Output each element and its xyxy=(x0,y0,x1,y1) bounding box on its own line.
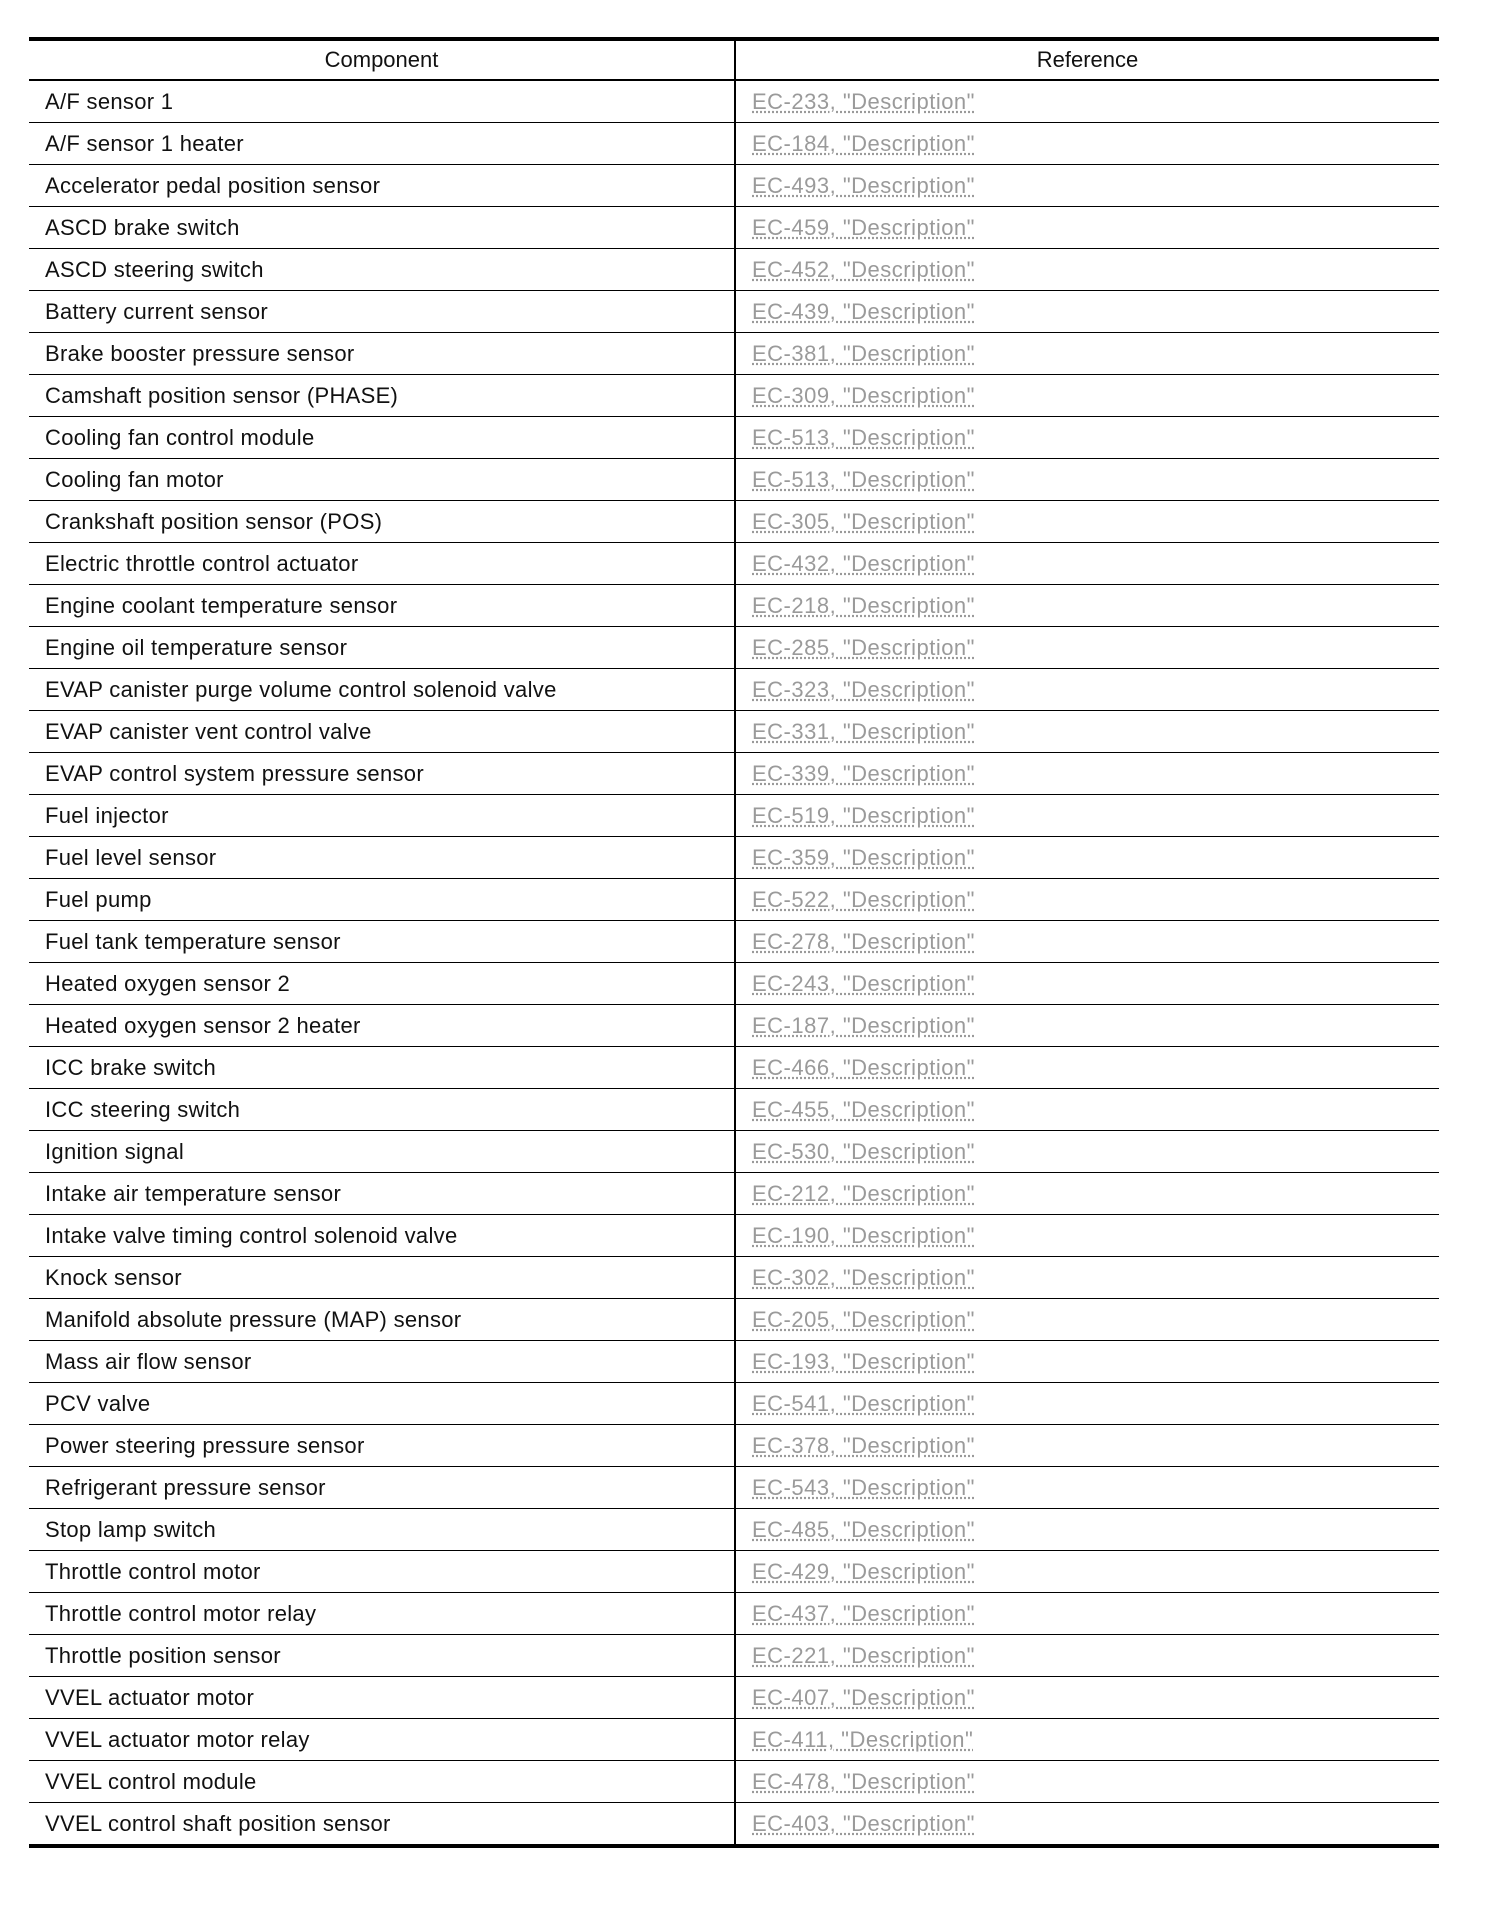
reference-cell xyxy=(735,165,1439,207)
reference-link[interactable]: EC-403, "Description" xyxy=(752,1810,975,1836)
table-row xyxy=(29,207,1439,249)
reference-cell xyxy=(735,921,1439,963)
reference-cell xyxy=(735,80,1439,123)
component-name: Heated oxygen sensor 2 heater xyxy=(29,1005,735,1047)
table-row xyxy=(29,1089,1439,1131)
table-row xyxy=(29,1551,1439,1593)
component-name: Fuel injector xyxy=(29,795,735,837)
reference-link[interactable]: EC-513, "Description" xyxy=(752,466,975,492)
component-name: Electric throttle control actuator xyxy=(29,543,735,585)
table-row xyxy=(29,1425,1439,1467)
component-name: Cooling fan control module xyxy=(29,417,735,459)
component-name: Heated oxygen sensor 2 xyxy=(29,963,735,1005)
table-row xyxy=(29,1593,1439,1635)
reference-link[interactable]: EC-455, "Description" xyxy=(752,1096,975,1122)
reference-cell xyxy=(735,1509,1439,1551)
reference-cell xyxy=(735,963,1439,1005)
reference-cell xyxy=(735,1551,1439,1593)
reference-cell xyxy=(735,1425,1439,1467)
component-name: Throttle control motor xyxy=(29,1551,735,1593)
reference-cell xyxy=(735,669,1439,711)
reference-link[interactable]: EC-437, "Description" xyxy=(752,1600,975,1626)
reference-link[interactable]: EC-485, "Description" xyxy=(752,1516,975,1542)
table-row xyxy=(29,459,1439,501)
table-row xyxy=(29,585,1439,627)
component-name: VVEL actuator motor xyxy=(29,1677,735,1719)
component-name: VVEL actuator motor relay xyxy=(29,1719,735,1761)
component-name: Fuel level sensor xyxy=(29,837,735,879)
reference-cell xyxy=(735,417,1439,459)
reference-link[interactable]: EC-432, "Description" xyxy=(752,550,975,576)
table-row xyxy=(29,795,1439,837)
reference-cell xyxy=(735,1089,1439,1131)
reference-cell xyxy=(735,123,1439,165)
component-name: EVAP canister vent control valve xyxy=(29,711,735,753)
component-name: Engine coolant temperature sensor xyxy=(29,585,735,627)
reference-link[interactable]: EC-381, "Description" xyxy=(752,340,975,366)
reference-cell xyxy=(735,1005,1439,1047)
component-name: Knock sensor xyxy=(29,1257,735,1299)
reference-link[interactable]: EC-359, "Description" xyxy=(752,844,975,870)
component-name: Brake booster pressure sensor xyxy=(29,333,735,375)
table-row xyxy=(29,879,1439,921)
reference-link[interactable]: EC-278, "Description" xyxy=(752,928,975,954)
reference-link[interactable]: EC-459, "Description" xyxy=(752,214,975,240)
reference-link[interactable]: EC-407, "Description" xyxy=(752,1684,975,1710)
component-name: Intake valve timing control solenoid valve xyxy=(29,1215,735,1257)
table-row xyxy=(29,753,1439,795)
reference-link[interactable]: EC-309, "Description" xyxy=(752,382,975,408)
component-name: Refrigerant pressure sensor xyxy=(29,1467,735,1509)
component-name: Mass air flow sensor xyxy=(29,1341,735,1383)
reference-link[interactable]: EC-378, "Description" xyxy=(752,1432,975,1458)
reference-link[interactable]: EC-218, "Description" xyxy=(752,592,975,618)
table-row xyxy=(29,1383,1439,1425)
reference-link[interactable]: EC-429, "Description" xyxy=(752,1558,975,1584)
reference-cell xyxy=(735,1215,1439,1257)
reference-link[interactable]: EC-285, "Description" xyxy=(752,634,975,660)
reference-link[interactable]: EC-205, "Description" xyxy=(752,1306,975,1332)
table-row xyxy=(29,501,1439,543)
reference-cell xyxy=(735,249,1439,291)
reference-cell xyxy=(735,711,1439,753)
component-name: Camshaft position sensor (PHASE) xyxy=(29,375,735,417)
reference-cell xyxy=(735,291,1439,333)
reference-link[interactable]: EC-513, "Description" xyxy=(752,424,975,450)
reference-cell xyxy=(735,1299,1439,1341)
reference-link[interactable]: EC-543, "Description" xyxy=(752,1474,975,1500)
reference-link[interactable]: EC-221, "Description" xyxy=(752,1642,975,1668)
reference-link[interactable]: EC-243, "Description" xyxy=(752,970,975,996)
reference-cell xyxy=(735,879,1439,921)
reference-link[interactable]: EC-530, "Description" xyxy=(752,1138,975,1164)
component-name: VVEL control module xyxy=(29,1761,735,1803)
column-header-component: Component xyxy=(29,39,735,80)
component-name: Stop lamp switch xyxy=(29,1509,735,1551)
table-row xyxy=(29,1047,1439,1089)
table-row xyxy=(29,711,1439,753)
component-name: Engine oil temperature sensor xyxy=(29,627,735,669)
reference-link[interactable]: EC-193, "Description" xyxy=(752,1348,975,1374)
reference-cell xyxy=(735,543,1439,585)
component-name: Power steering pressure sensor xyxy=(29,1425,735,1467)
reference-cell xyxy=(735,1257,1439,1299)
reference-link[interactable]: EC-452, "Description" xyxy=(752,256,975,282)
table-row xyxy=(29,1299,1439,1341)
reference-link[interactable]: EC-331, "Description" xyxy=(752,718,975,744)
component-name: ASCD brake switch xyxy=(29,207,735,249)
component-name: Fuel tank temperature sensor xyxy=(29,921,735,963)
table-row xyxy=(29,963,1439,1005)
reference-cell xyxy=(735,501,1439,543)
reference-cell xyxy=(735,459,1439,501)
table-row xyxy=(29,1719,1439,1761)
table-body xyxy=(29,80,1439,1846)
reference-link[interactable]: EC-339, "Description" xyxy=(752,760,975,786)
component-name: EVAP canister purge volume control solenoid valve xyxy=(29,669,735,711)
table-row xyxy=(29,1467,1439,1509)
reference-cell xyxy=(735,1635,1439,1677)
table-header-row xyxy=(29,39,1439,80)
reference-link[interactable]: EC-411, "Description" xyxy=(752,1726,974,1752)
reference-link[interactable]: EC-519, "Description" xyxy=(752,802,975,828)
reference-cell xyxy=(735,1131,1439,1173)
table-row xyxy=(29,627,1439,669)
reference-cell xyxy=(735,333,1439,375)
reference-cell xyxy=(735,1719,1439,1761)
column-header-reference: Reference xyxy=(735,39,1439,80)
table-row xyxy=(29,921,1439,963)
reference-link[interactable]: EC-439, "Description" xyxy=(752,298,975,324)
reference-cell xyxy=(735,627,1439,669)
table-row xyxy=(29,1173,1439,1215)
component-name: A/F sensor 1 xyxy=(29,80,735,123)
table-row xyxy=(29,333,1439,375)
table-row xyxy=(29,1635,1439,1677)
reference-link[interactable]: EC-305, "Description" xyxy=(752,508,975,534)
reference-link[interactable]: EC-187, "Description" xyxy=(752,1012,975,1038)
reference-cell xyxy=(735,585,1439,627)
table-row xyxy=(29,1803,1439,1847)
reference-cell xyxy=(735,1467,1439,1509)
component-name: Battery current sensor xyxy=(29,291,735,333)
table-row xyxy=(29,123,1439,165)
component-name: VVEL control shaft position sensor xyxy=(29,1803,735,1847)
component-name: A/F sensor 1 heater xyxy=(29,123,735,165)
component-name: ICC steering switch xyxy=(29,1089,735,1131)
component-name: Accelerator pedal position sensor xyxy=(29,165,735,207)
reference-cell xyxy=(735,375,1439,417)
reference-link[interactable]: EC-184, "Description" xyxy=(752,130,975,156)
table-row xyxy=(29,80,1439,123)
component-reference-document xyxy=(29,37,1439,1848)
table-row xyxy=(29,1761,1439,1803)
table-row xyxy=(29,375,1439,417)
table-row xyxy=(29,1677,1439,1719)
component-name: EVAP control system pressure sensor xyxy=(29,753,735,795)
reference-cell xyxy=(735,1761,1439,1803)
reference-cell xyxy=(735,207,1439,249)
component-name: ICC brake switch xyxy=(29,1047,735,1089)
component-name: Manifold absolute pressure (MAP) sensor xyxy=(29,1299,735,1341)
reference-cell xyxy=(735,1803,1439,1847)
component-name: Intake air temperature sensor xyxy=(29,1173,735,1215)
table-row xyxy=(29,291,1439,333)
table-row xyxy=(29,1005,1439,1047)
reference-cell xyxy=(735,1383,1439,1425)
component-name: Throttle position sensor xyxy=(29,1635,735,1677)
reference-link[interactable]: EC-323, "Description" xyxy=(752,676,975,702)
reference-cell xyxy=(735,1593,1439,1635)
reference-link[interactable]: EC-233, "Description" xyxy=(752,88,975,114)
table-row xyxy=(29,837,1439,879)
table-row xyxy=(29,1341,1439,1383)
reference-link[interactable]: EC-541, "Description" xyxy=(752,1390,975,1416)
reference-cell xyxy=(735,1341,1439,1383)
component-name: Crankshaft position sensor (POS) xyxy=(29,501,735,543)
component-name: Cooling fan motor xyxy=(29,459,735,501)
reference-link[interactable]: EC-522, "Description" xyxy=(752,886,975,912)
component-name: ASCD steering switch xyxy=(29,249,735,291)
table-row xyxy=(29,669,1439,711)
reference-link[interactable]: EC-493, "Description" xyxy=(752,172,975,198)
reference-link[interactable]: EC-466, "Description" xyxy=(752,1054,975,1080)
reference-cell xyxy=(735,753,1439,795)
component-name: PCV valve xyxy=(29,1383,735,1425)
component-name: Throttle control motor relay xyxy=(29,1593,735,1635)
table-row xyxy=(29,249,1439,291)
reference-link[interactable]: EC-478, "Description" xyxy=(752,1768,975,1794)
component-name: Ignition signal xyxy=(29,1131,735,1173)
component-reference-table xyxy=(29,37,1439,1848)
table-row xyxy=(29,417,1439,459)
reference-cell xyxy=(735,1677,1439,1719)
reference-cell xyxy=(735,1047,1439,1089)
table-row xyxy=(29,1131,1439,1173)
reference-link[interactable]: EC-212, "Description" xyxy=(752,1180,975,1206)
table-row xyxy=(29,543,1439,585)
reference-link[interactable]: EC-302, "Description" xyxy=(752,1264,975,1290)
table-row xyxy=(29,1257,1439,1299)
table-row xyxy=(29,1509,1439,1551)
reference-cell xyxy=(735,1173,1439,1215)
reference-cell xyxy=(735,837,1439,879)
component-name: Fuel pump xyxy=(29,879,735,921)
table-row xyxy=(29,165,1439,207)
reference-link[interactable]: EC-190, "Description" xyxy=(752,1222,975,1248)
reference-cell xyxy=(735,795,1439,837)
table-row xyxy=(29,1215,1439,1257)
